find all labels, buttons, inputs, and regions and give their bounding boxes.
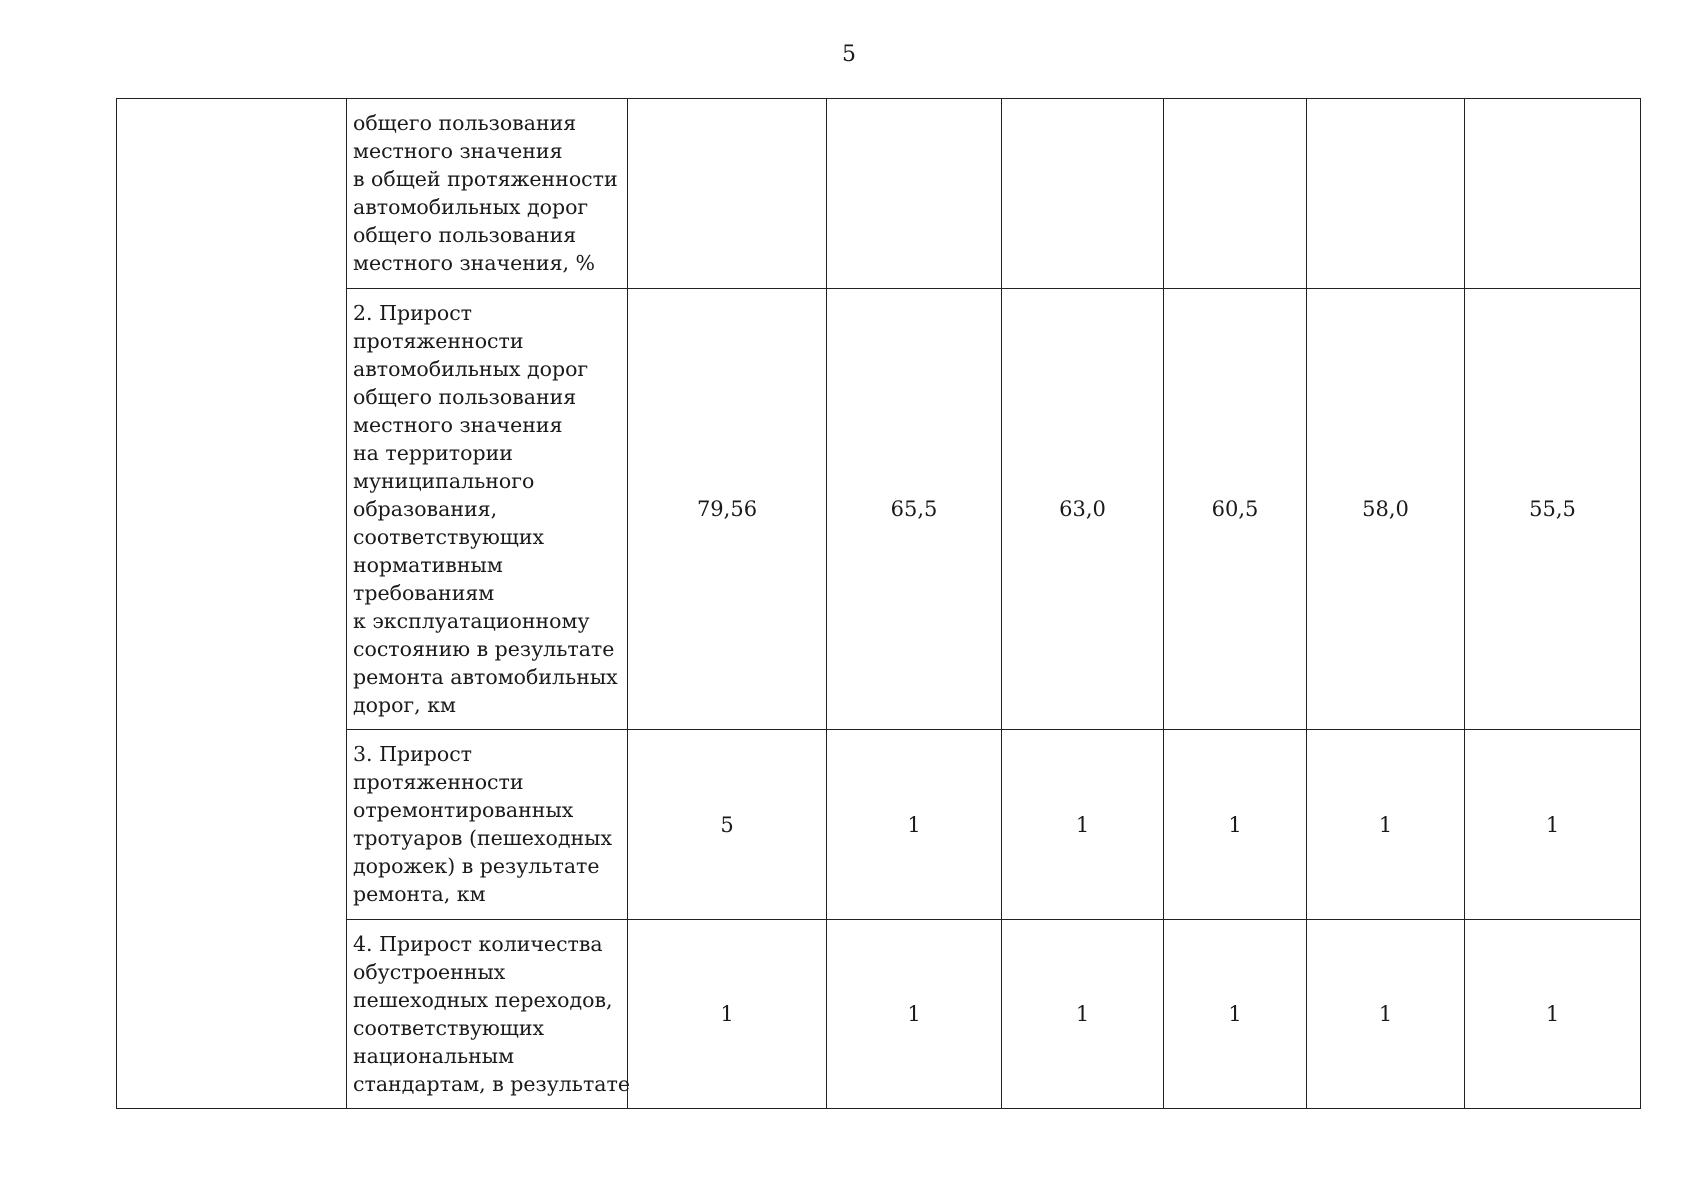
indicator-label-line: соответствующих bbox=[353, 1016, 545, 1040]
value-cell: 1 bbox=[1307, 730, 1465, 920]
value-cell: 1 bbox=[827, 730, 1002, 920]
indicator-label-line: 2. Прирост bbox=[353, 301, 473, 325]
indicator-label-line: состоянию в результате bbox=[353, 637, 615, 661]
indicator-label-line: общего пользования bbox=[353, 223, 577, 247]
value-cell bbox=[1307, 99, 1465, 289]
indicator-label-line: отремонтированных bbox=[353, 798, 574, 822]
indicator-label-line: местного значения, % bbox=[353, 251, 596, 275]
value-cell: 1 bbox=[1465, 730, 1641, 920]
value-cell: 58,0 bbox=[1307, 289, 1465, 730]
indicator-label-line: местного значения bbox=[353, 139, 563, 163]
indicator-label-cell bbox=[347, 99, 628, 289]
value-cell: 79,56 bbox=[628, 289, 827, 730]
indicator-label-line: протяженности bbox=[353, 329, 524, 353]
indicator-label-line: соответствующих bbox=[353, 525, 545, 549]
indicator-label-line: общего пользования bbox=[353, 111, 577, 135]
value-cell: 1 bbox=[827, 920, 1002, 1109]
indicator-label-line: стандартам, в результате bbox=[353, 1072, 630, 1096]
indicators-table bbox=[116, 98, 1641, 1109]
indicator-label-line: 3. Прирост bbox=[353, 742, 473, 766]
indicator-label-line: протяженности bbox=[353, 770, 524, 794]
value-cell: 1 bbox=[1164, 730, 1307, 920]
value-cell: 63,0 bbox=[1002, 289, 1164, 730]
indicator-label-line: нормативным bbox=[353, 553, 503, 577]
value-cell bbox=[1465, 99, 1641, 289]
indicator-label-line: автомобильных дорог bbox=[353, 357, 589, 381]
indicator-label-line: дорожек) в результате bbox=[353, 854, 600, 878]
indicator-label-line: 4. Прирост количества bbox=[353, 932, 603, 956]
indicator-label-cell bbox=[347, 730, 628, 920]
value-cell bbox=[827, 99, 1002, 289]
indicator-label-line: муниципального bbox=[353, 469, 535, 493]
value-cell: 5 bbox=[628, 730, 827, 920]
indicator-label-line: тротуаров (пешеходных bbox=[353, 826, 613, 850]
indicator-label-line: требованиям bbox=[353, 581, 495, 605]
indicator-label-cell bbox=[347, 920, 628, 1109]
indicator-label-line: образования, bbox=[353, 497, 498, 521]
indicator-label-line: общего пользования bbox=[353, 385, 577, 409]
value-cell: 55,5 bbox=[1465, 289, 1641, 730]
value-cell bbox=[628, 99, 827, 289]
indicator-label-line: к эксплуатационному bbox=[353, 609, 590, 633]
indicator-label-line: автомобильных дорог bbox=[353, 195, 589, 219]
page-number: 5 bbox=[842, 42, 856, 67]
value-cell: 65,5 bbox=[827, 289, 1002, 730]
table-row bbox=[117, 99, 1641, 289]
value-cell: 1 bbox=[628, 920, 827, 1109]
indicator-label-line: на территории bbox=[353, 441, 513, 465]
indicator-label-line: обустроенных bbox=[353, 960, 506, 984]
value-cell: 1 bbox=[1002, 920, 1164, 1109]
value-cell: 1 bbox=[1164, 920, 1307, 1109]
indicator-label-line: ремонта автомобильных bbox=[353, 665, 618, 689]
indicator-label-line: ремонта, км bbox=[353, 882, 486, 906]
value-cell: 1 bbox=[1307, 920, 1465, 1109]
value-cell: 1 bbox=[1465, 920, 1641, 1109]
indicator-label-line: дорог, км bbox=[353, 693, 456, 717]
indicator-label-line: местного значения bbox=[353, 413, 563, 437]
value-cell: 60,5 bbox=[1164, 289, 1307, 730]
value-cell bbox=[1002, 99, 1164, 289]
indicator-label-line: национальным bbox=[353, 1044, 515, 1068]
value-cell: 1 bbox=[1002, 730, 1164, 920]
program-name-cell bbox=[117, 99, 347, 1109]
indicator-label-line: в общей протяженности bbox=[353, 167, 618, 191]
value-cell bbox=[1164, 99, 1307, 289]
indicator-label-cell bbox=[347, 289, 628, 730]
indicator-label-line: пешеходных переходов, bbox=[353, 988, 613, 1012]
